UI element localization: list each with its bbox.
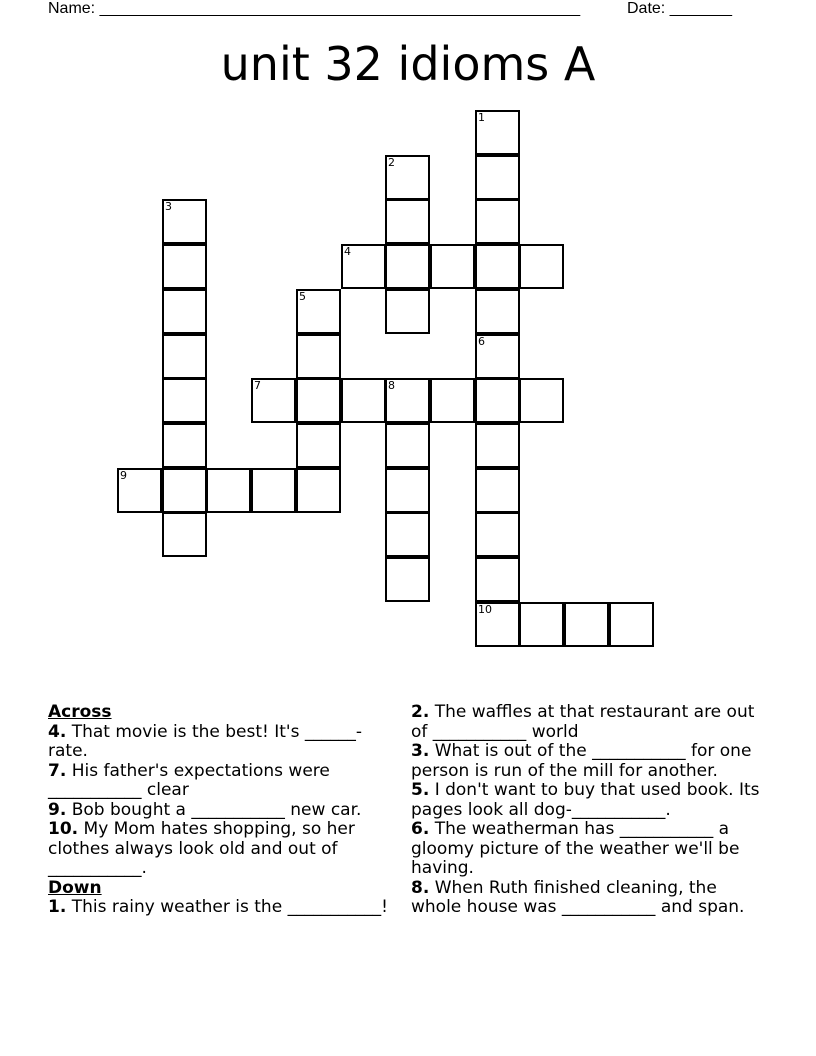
clue-item: [48, 723, 393, 762]
grid-cell[interactable]: [519, 378, 564, 423]
grid-cell[interactable]: [385, 557, 430, 602]
clue-num: 9.: [48, 799, 67, 820]
clue-number: 8: [388, 379, 395, 392]
clue-text: His father's expectations were ___________ clear: [48, 760, 330, 800]
grid-cell[interactable]: [475, 378, 520, 423]
grid-cell[interactable]: [251, 378, 296, 423]
grid-cell[interactable]: [385, 512, 430, 557]
clue-text: That movie is the best! It's ______-rate.: [48, 721, 362, 761]
clues-left-column: [48, 703, 393, 918]
grid-cell[interactable]: [162, 423, 207, 468]
clue-num: 6.: [411, 819, 430, 839]
grid-cell[interactable]: [162, 334, 207, 379]
grid-cell[interactable]: [162, 244, 207, 289]
page-title: unit 32 idioms A: [220, 37, 596, 91]
clue-number: 2: [388, 156, 395, 169]
grid-cell[interactable]: [475, 110, 520, 155]
grid-cell[interactable]: [609, 602, 654, 647]
clue-item: [48, 801, 393, 821]
clue-number: 10: [478, 603, 492, 616]
grid-cell[interactable]: [475, 155, 520, 200]
clue-number: 6: [478, 335, 485, 348]
grid-cell[interactable]: [475, 602, 520, 647]
grid-cell[interactable]: [430, 378, 475, 423]
grid-cell[interactable]: [475, 199, 520, 244]
grid-cell[interactable]: [296, 423, 341, 468]
grid-cell[interactable]: [475, 244, 520, 289]
grid-cell[interactable]: [206, 468, 251, 513]
clue-text: When Ruth finished cleaning, the whole house was ___________ and span.: [411, 877, 745, 917]
clue-number: 4: [344, 245, 351, 258]
grid-cell[interactable]: [385, 378, 430, 423]
grid-cell[interactable]: [296, 378, 341, 423]
clue-text: My Mom hates shopping, so her clothes always look old and out of ___________.: [48, 819, 355, 878]
grid-cell[interactable]: [162, 289, 207, 334]
clue-text: What is out of the ___________ for one person is run of the mill for another.: [411, 741, 752, 781]
grid-cell[interactable]: [385, 199, 430, 244]
grid-cell[interactable]: [162, 199, 207, 244]
clue-item: [411, 820, 771, 879]
grid-cell[interactable]: [251, 468, 296, 513]
clue-number: 5: [299, 290, 306, 303]
grid-cell[interactable]: [475, 557, 520, 602]
clue-number: 3: [165, 200, 172, 213]
grid-cell[interactable]: [475, 512, 520, 557]
name-line: ______________________________________________________: [99, 0, 581, 17]
grid-cell[interactable]: [519, 602, 564, 647]
clue-num: 10.: [48, 819, 79, 839]
date-line: _______: [669, 0, 732, 17]
grid-cell[interactable]: [341, 244, 386, 289]
clue-number: 9: [120, 469, 127, 482]
grid-cell[interactable]: [162, 512, 207, 557]
clue-num: 8.: [411, 877, 430, 898]
grid-cell[interactable]: [296, 334, 341, 379]
clue-text: I don't want to buy that used book. Its pages look all dog-___________.: [411, 780, 760, 820]
clue-num: 7.: [48, 760, 67, 781]
name-label: Name:: [48, 0, 100, 17]
grid-cell[interactable]: [475, 468, 520, 513]
clue-item: [411, 781, 771, 820]
grid-cell[interactable]: [430, 244, 475, 289]
clue-text: This rainy weather is the ___________!: [66, 897, 388, 917]
clue-text: The waffles at that restaurant are out of ___________ world: [411, 702, 755, 742]
grid-cell[interactable]: [385, 289, 430, 334]
clue-item: [411, 742, 771, 781]
grid-cell[interactable]: [341, 378, 386, 423]
down-heading: Down: [48, 877, 102, 898]
grid-cell[interactable]: [162, 378, 207, 423]
grid-cell[interactable]: [385, 155, 430, 200]
grid-cell[interactable]: [475, 423, 520, 468]
grid-cell[interactable]: [385, 244, 430, 289]
clues-right-column: [411, 703, 771, 918]
grid-cell[interactable]: [385, 423, 430, 468]
clue-number: 7: [254, 379, 261, 392]
clue-item: [411, 703, 771, 742]
grid-cell[interactable]: [296, 289, 341, 334]
grid-cell[interactable]: [117, 468, 162, 513]
clue-item: [48, 820, 393, 879]
grid-cell[interactable]: [475, 334, 520, 379]
clue-item: [48, 898, 393, 918]
grid-cell[interactable]: [162, 468, 207, 513]
clue-text: Bob bought a ___________ new car.: [66, 799, 362, 820]
grid-cell[interactable]: [519, 244, 564, 289]
clue-num: 3.: [411, 741, 430, 761]
grid-cell[interactable]: [475, 289, 520, 334]
clue-num: 1.: [48, 897, 67, 917]
clue-item: [48, 762, 393, 801]
clue-item: [411, 879, 771, 918]
grid-cell[interactable]: [296, 468, 341, 513]
across-heading: Across: [48, 702, 112, 722]
clue-text: The weatherman has ___________ a gloomy picture of the weather we'll be having.: [411, 819, 740, 878]
clue-number: 1: [478, 111, 485, 124]
clue-num: 4.: [48, 721, 67, 742]
grid-cell[interactable]: [385, 468, 430, 513]
date-label: Date:: [627, 0, 670, 17]
grid-cell[interactable]: [564, 602, 609, 647]
clue-num: 2.: [411, 702, 430, 722]
clue-num: 5.: [411, 780, 430, 800]
